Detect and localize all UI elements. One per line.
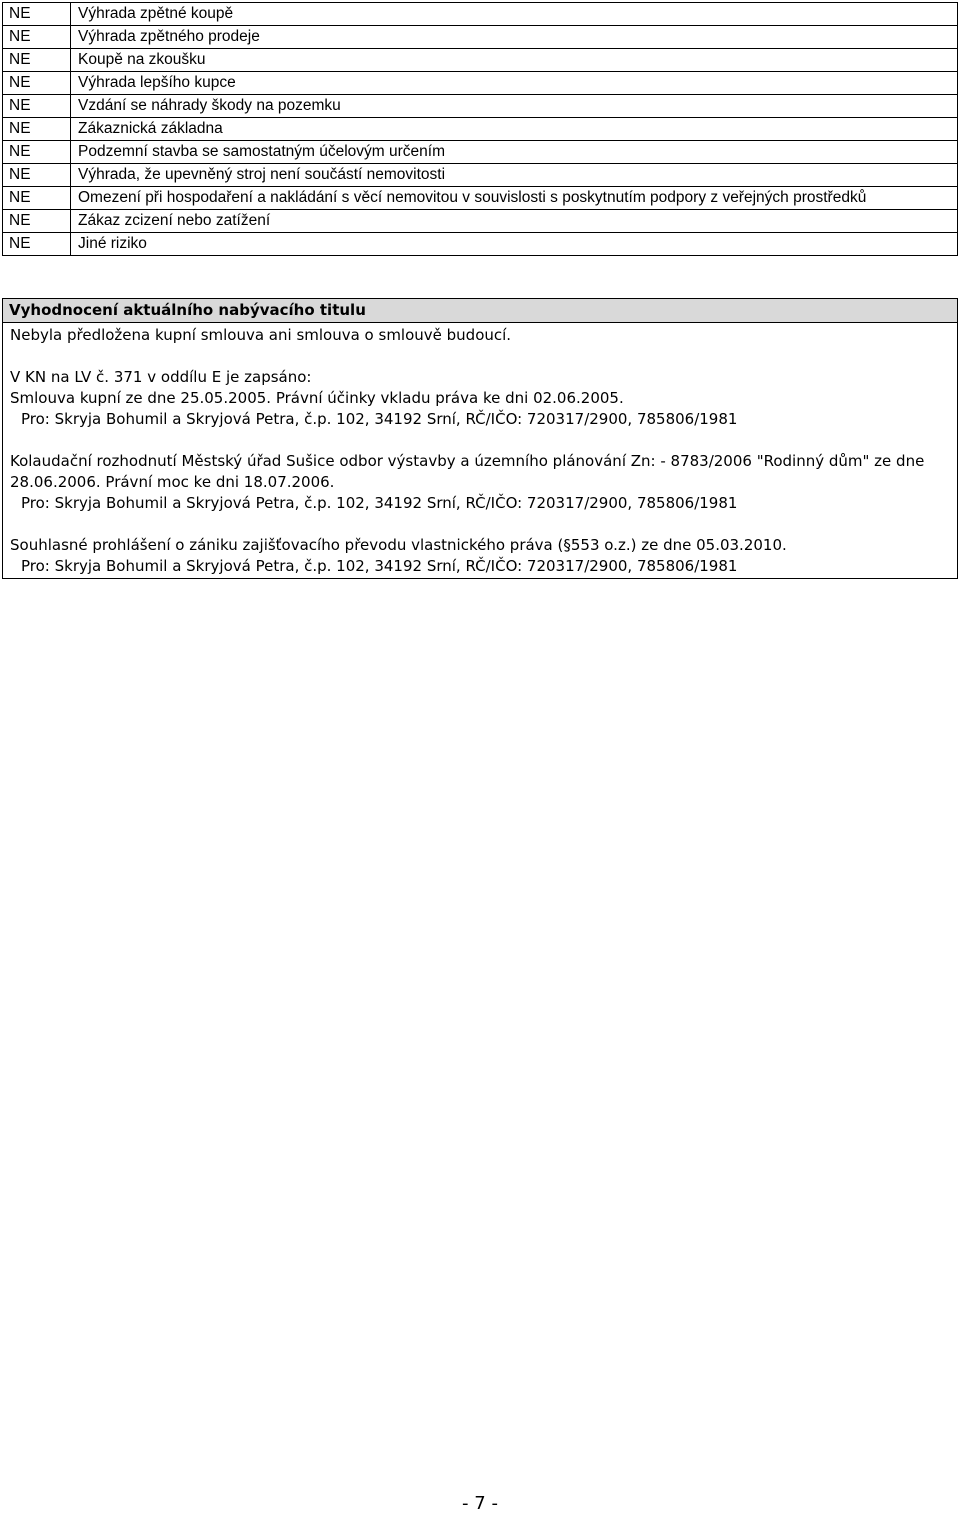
restriction-label: Výhrada zpětné koupě	[71, 3, 958, 26]
restriction-status: NE	[3, 26, 71, 49]
restriction-status: NE	[3, 95, 71, 118]
entry-owner: Pro: Skryja Bohumil a Skryjová Petra, č.p. 102, 34192 Srní, RČ/IČO: 720317/2900, 785806/1981	[21, 410, 738, 428]
restriction-label: Vzdání se náhrady škody na pozemku	[71, 95, 958, 118]
evaluation-body	[3, 323, 957, 577]
restriction-label: Zákaznická základna	[71, 118, 958, 141]
table-row	[3, 49, 958, 72]
table-row	[3, 95, 958, 118]
spacer	[10, 514, 951, 535]
restriction-label: Výhrada lepšího kupce	[71, 72, 958, 95]
kn-entry-intro: V KN na LV č. 371 v oddílu E je zapsáno:	[10, 368, 312, 386]
entry-title: Souhlasné prohlášení o zániku zajišťovacího převodu vlastnického práva (§553 o.z.) ze dne 05.03.2010.	[10, 536, 787, 554]
page-number: - 7 -	[462, 1493, 498, 1514]
restriction-status: NE	[3, 118, 71, 141]
restriction-status: NE	[3, 49, 71, 72]
table-row	[3, 26, 958, 49]
restriction-status: NE	[3, 210, 71, 233]
entry-owner: Pro: Skryja Bohumil a Skryjová Petra, č.p. 102, 34192 Srní, RČ/IČO: 720317/2900, 785806/1981	[21, 557, 738, 575]
spacer	[10, 430, 951, 451]
spacer	[10, 346, 951, 367]
entry-owner: Pro: Skryja Bohumil a Skryjová Petra, č.p. 102, 34192 Srní, RČ/IČO: 720317/2900, 785806/1981	[21, 494, 738, 512]
restriction-label: Koupě na zkoušku	[71, 49, 958, 72]
table-row	[3, 141, 958, 164]
restriction-status: NE	[3, 164, 71, 187]
evaluation-heading: Vyhodnocení aktuálního nabývacího titulu	[3, 299, 957, 323]
restriction-label: Výhrada, že upevněný stroj není součástí nemovitosti	[71, 164, 958, 187]
restrictions-table	[2, 2, 958, 256]
table-row	[3, 3, 958, 26]
restriction-label: Jiné riziko	[71, 233, 958, 256]
restriction-label: Podzemní stavba se samostatným účelovým určením	[71, 141, 958, 164]
table-row	[3, 164, 958, 187]
table-row	[3, 187, 958, 210]
table-row	[3, 210, 958, 233]
restrictions-table-body	[3, 3, 958, 256]
restriction-label: Výhrada zpětného prodeje	[71, 26, 958, 49]
no-contract-note: Nebyla předložena kupní smlouva ani smlouva o smlouvě budoucí.	[10, 326, 512, 344]
restriction-status: NE	[3, 3, 71, 26]
restriction-status: NE	[3, 141, 71, 164]
table-row	[3, 118, 958, 141]
restriction-status: NE	[3, 187, 71, 210]
entry-title: Smlouva kupní ze dne 25.05.2005. Právní účinky vkladu práva ke dni 02.06.2005.	[10, 389, 624, 407]
table-row	[3, 233, 958, 256]
restriction-status: NE	[3, 233, 71, 256]
restriction-label: Zákaz zcizení nebo zatížení	[71, 210, 958, 233]
restriction-label: Omezení při hospodaření a nakládání s věcí nemovitou v souvislosti s poskytnutím podpory z veřejných prostředků	[71, 187, 958, 210]
evaluation-section	[2, 298, 958, 579]
entry-title: Kolaudační rozhodnutí Městský úřad Sušice odbor výstavby a územního plánování Zn: - 8783/2006 "Rodinný dům" ze dne 28.06.2006. Právní moc ke dni 18.07.2006.	[10, 452, 925, 491]
table-row	[3, 72, 958, 95]
restriction-status: NE	[3, 72, 71, 95]
